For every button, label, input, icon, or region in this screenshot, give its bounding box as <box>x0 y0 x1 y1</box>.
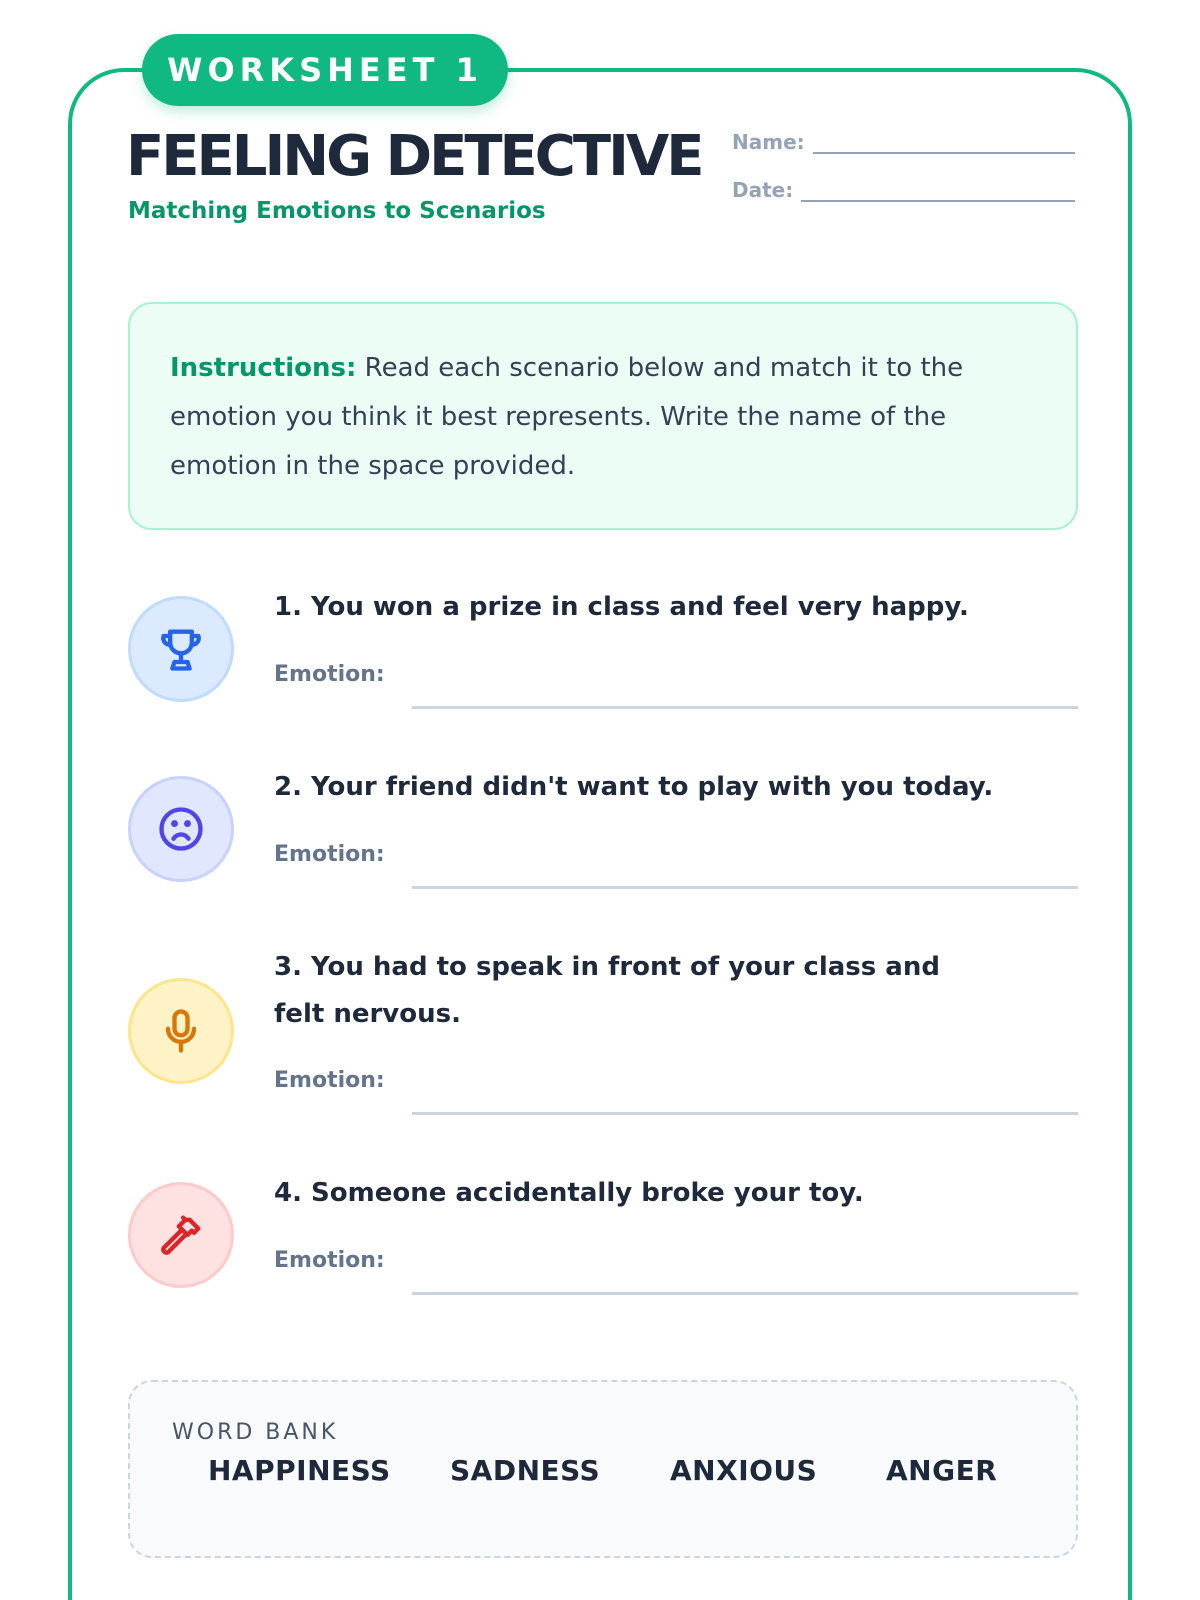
scenario-1 <box>128 594 1078 714</box>
name-label: Name: <box>732 130 805 154</box>
scenario-4 <box>128 1180 1078 1300</box>
emotion-answer-line[interactable] <box>412 706 1078 709</box>
instructions-lead: Instructions: <box>170 353 357 383</box>
page-title: FEELING DETECTIVE <box>126 124 702 189</box>
word-bank <box>128 1380 1078 1558</box>
emotion-answer-line[interactable] <box>412 1292 1078 1295</box>
scenario-3 <box>128 954 1078 1124</box>
page-subtitle: Matching Emotions to Scenarios <box>128 198 546 224</box>
emotion-label: Emotion: <box>274 1248 385 1273</box>
emotion-answer-line[interactable] <box>412 886 1078 889</box>
scenario-text: 1. You won a prize in class and feel very happy. <box>274 592 969 622</box>
emotion-label: Emotion: <box>274 1068 385 1093</box>
scenario-text: 2. Your friend didn't want to play with you today. <box>274 772 994 802</box>
emotion-answer-line[interactable] <box>412 1112 1078 1115</box>
name-field[interactable] <box>732 130 1075 154</box>
hammer-icon <box>128 1182 234 1288</box>
date-field[interactable] <box>732 178 1075 202</box>
word-bank-word: HAPPINESS <box>208 1454 391 1487</box>
scenario-text: 3. You had to speak in front of your class and felt nervous. <box>274 952 940 1029</box>
name-line[interactable] <box>813 134 1075 154</box>
emotion-label: Emotion: <box>274 842 385 867</box>
instructions-box <box>128 302 1078 530</box>
microphone-icon <box>128 978 234 1084</box>
word-bank-word: ANXIOUS <box>670 1454 818 1487</box>
word-bank-word: ANGER <box>886 1454 998 1487</box>
date-label: Date: <box>732 178 794 202</box>
scenario-2 <box>128 774 1078 894</box>
scenario-text: 4. Someone accidentally broke your toy. <box>274 1178 864 1208</box>
word-bank-word: SADNESS <box>450 1454 601 1487</box>
emotion-label: Emotion: <box>274 662 385 687</box>
word-bank-title: WORD BANK <box>172 1420 339 1445</box>
instructions-body: Read each scenario below and match it to the emotion you think it best represents. Write the name of the emotion in the space provided. <box>170 353 964 481</box>
date-line[interactable] <box>801 182 1075 202</box>
worksheet-tag: WORKSHEET 1 <box>142 34 508 106</box>
sad-face-icon <box>128 776 234 882</box>
trophy-icon <box>128 596 234 702</box>
